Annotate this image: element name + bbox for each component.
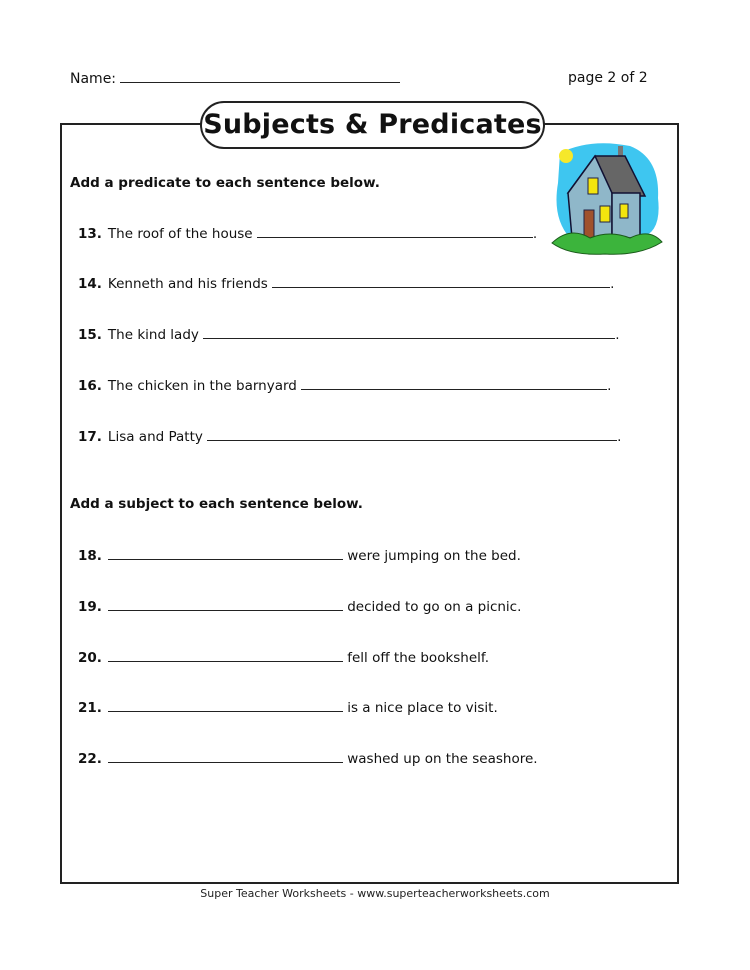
answer-blank[interactable]	[108, 547, 343, 560]
answer-blank[interactable]	[272, 275, 610, 288]
subject-item-21	[78, 699, 498, 716]
item-number: 20.	[78, 650, 102, 666]
period: .	[607, 378, 612, 394]
period: .	[617, 429, 622, 445]
item-number: 22.	[78, 751, 102, 767]
answer-blank[interactable]	[301, 377, 607, 390]
item-text: fell off the bookshelf.	[347, 650, 489, 666]
answer-blank[interactable]	[257, 225, 533, 238]
answer-blank[interactable]	[203, 326, 615, 339]
page-number: page 2 of 2	[568, 70, 648, 86]
item-text: were jumping on the bed.	[347, 548, 521, 564]
answer-blank[interactable]	[108, 699, 343, 712]
period: .	[615, 327, 620, 343]
predicate-item-14	[78, 275, 614, 292]
period: .	[532, 226, 538, 242]
predicate-item-13	[78, 225, 537, 242]
predicate-item-15	[78, 326, 619, 343]
item-number: 13.	[78, 226, 102, 242]
item-number: 19.	[78, 599, 102, 615]
item-text: Kenneth and his friends	[107, 276, 268, 292]
footer-credit: Super Teacher Worksheets - www.superteacherworksheets.com	[200, 887, 550, 900]
worksheet-title: Subjects & Predicates	[200, 101, 545, 149]
item-number: 21.	[78, 700, 102, 716]
house-illustration	[550, 138, 665, 258]
item-text: is a nice place to visit.	[347, 700, 498, 716]
subject-item-18	[78, 547, 521, 564]
subject-item-20	[78, 649, 489, 666]
answer-blank[interactable]	[108, 598, 343, 611]
predicate-item-17	[78, 428, 621, 445]
item-number: 16.	[78, 378, 102, 394]
subject-item-22	[78, 750, 538, 767]
answer-blank[interactable]	[108, 649, 343, 662]
item-number: 18.	[78, 548, 102, 564]
item-text: The chicken in the barnyard	[107, 378, 297, 394]
period: .	[610, 276, 615, 292]
item-text: washed up on the seashore.	[347, 751, 538, 767]
item-number: 17.	[78, 429, 102, 445]
name-label: Name:	[70, 71, 117, 87]
name-blank[interactable]	[120, 70, 400, 83]
item-text: Lisa and Patty	[107, 429, 203, 445]
name-field[interactable]	[70, 70, 400, 87]
item-text: decided to go on a picnic.	[347, 599, 522, 615]
item-text: The kind lady	[107, 327, 199, 343]
item-number: 14.	[78, 276, 102, 292]
predicate-instruction: Add a predicate to each sentence below.	[70, 175, 380, 191]
predicate-item-16	[78, 377, 611, 394]
item-number: 15.	[78, 327, 102, 343]
answer-blank[interactable]	[207, 428, 617, 441]
answer-blank[interactable]	[108, 750, 343, 763]
subject-item-19	[78, 598, 521, 615]
subject-instruction: Add a subject to each sentence below.	[70, 496, 363, 512]
item-text: The roof of the house	[107, 226, 253, 242]
